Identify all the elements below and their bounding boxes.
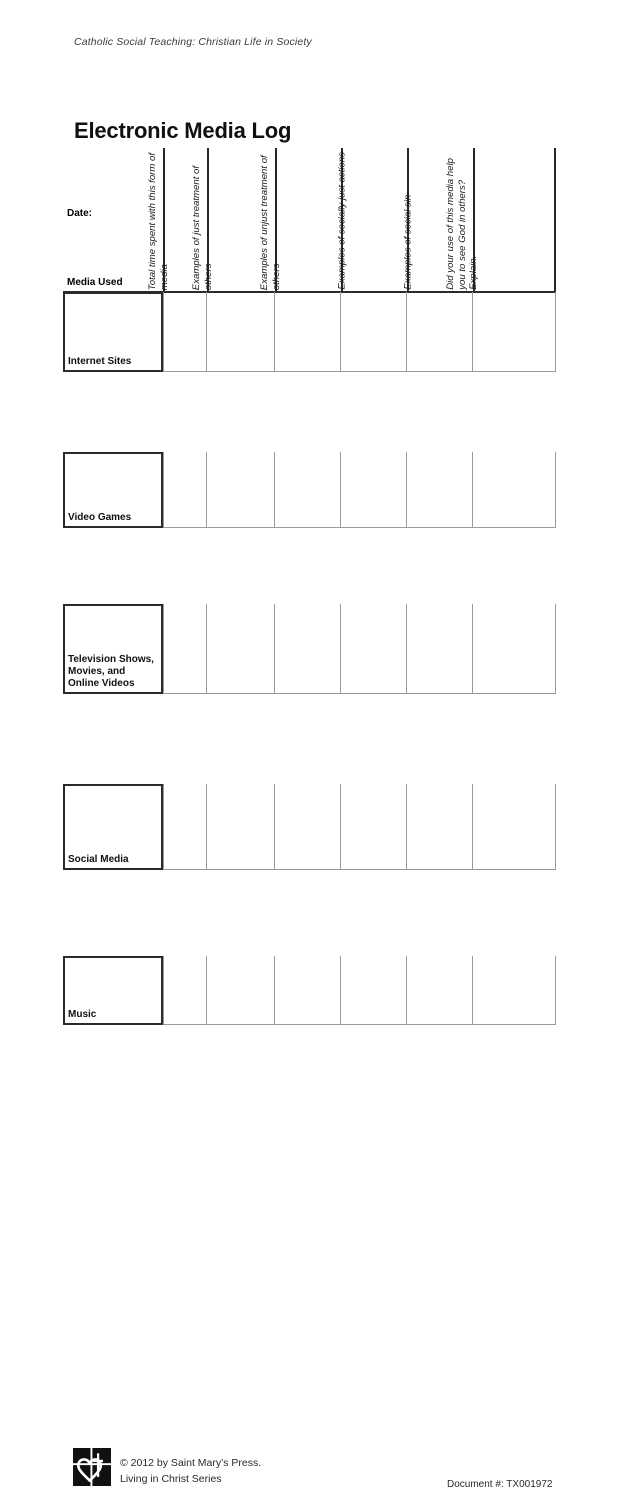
cell[interactable] [341, 956, 407, 1025]
column-header-unjust-treatment [258, 148, 341, 292]
cell[interactable] [275, 784, 341, 870]
running-head: Catholic Social Teaching: Christian Life in Society [74, 36, 312, 48]
row-label-text: Video Games [68, 512, 132, 523]
cell[interactable] [207, 292, 275, 372]
cell[interactable] [407, 292, 473, 372]
table-row [63, 448, 556, 689]
column-header-label: Examples of socially just actions [336, 152, 348, 290]
cell[interactable] [207, 956, 275, 1025]
cell[interactable] [407, 956, 473, 1025]
cell[interactable] [275, 956, 341, 1025]
row-label-text: Television Shows, Movies, and Online Videos [68, 654, 154, 689]
saint-marys-press-logo-icon [73, 1448, 111, 1486]
cell[interactable] [473, 292, 556, 372]
cell[interactable] [163, 292, 207, 372]
cell[interactable] [341, 784, 407, 870]
media-used-label: Media Used [67, 277, 123, 288]
column-header-right-rule [554, 148, 556, 292]
row-label-text: Internet Sites [68, 356, 132, 367]
cell[interactable] [163, 956, 207, 1025]
row-label-social-media [63, 784, 163, 870]
row-label-text: Music [68, 1009, 97, 1020]
column-header-label: Did your use of this media help you to see God in others? Explain. [445, 158, 480, 290]
cell[interactable] [207, 784, 275, 870]
cell[interactable] [407, 784, 473, 870]
column-header-label: Examples of just treatment of others [190, 165, 214, 290]
column-header-label: Examples of unjust treatment of others [258, 155, 282, 290]
copyright-block [120, 1455, 261, 1487]
cell[interactable] [341, 292, 407, 372]
document-number: Document #: TX001972 [447, 1479, 553, 1490]
copyright-line: © 2012 by Saint Mary’s Press. [120, 1457, 262, 1469]
electronic-media-log-table [63, 148, 556, 1020]
page-title: Electronic Media Log [74, 117, 292, 143]
cell[interactable] [473, 956, 556, 1025]
series-line: Living in Christ Series [120, 1473, 222, 1485]
column-header-see-god-in-others [445, 148, 556, 292]
column-header-label: Total time spent with this form of media [146, 152, 170, 290]
row-label-text: Social Media [68, 854, 129, 865]
cell[interactable] [163, 784, 207, 870]
table-row [63, 292, 556, 372]
table-header-row [63, 148, 556, 292]
cell[interactable] [275, 292, 341, 372]
cell[interactable] [473, 784, 556, 870]
column-header-label: Examples of social sin [402, 195, 414, 290]
table-row [63, 372, 556, 523]
table-body [63, 292, 556, 1020]
row-label-music [63, 956, 163, 1025]
date-label: Date: [67, 208, 93, 219]
column-header-socially-just-actions [336, 148, 407, 292]
row-label-internet-sites [63, 292, 163, 372]
